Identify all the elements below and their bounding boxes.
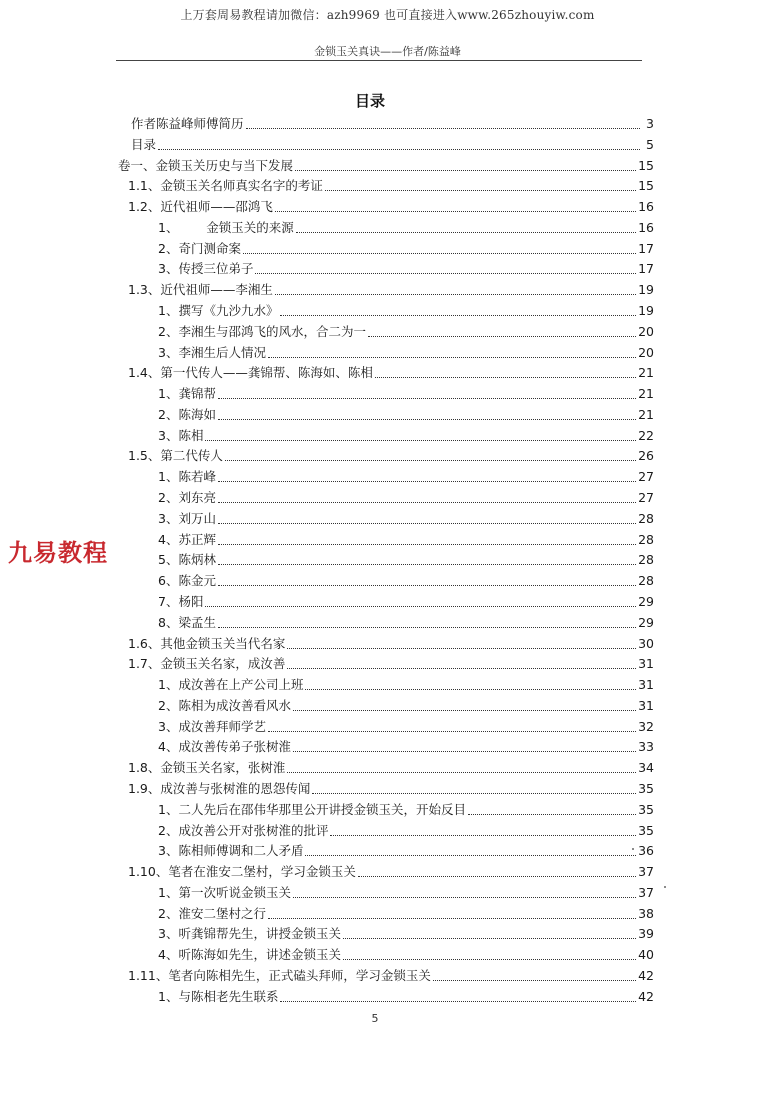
toc-entry-page: 38 [638,905,654,921]
toc-entry-page: 31 [638,656,654,672]
toc-entry-number: 2、 [158,406,179,422]
toc-leader-dots [287,667,636,669]
toc-entry-title: 近代祖师——李湘生 [160,282,273,298]
toc-leader-dots [287,647,636,649]
toc-leader-dots [246,127,640,129]
toc-leader-dots [218,563,636,565]
toc-entry-title: 成汝善与张树淮的恩怨传闻 [160,780,311,796]
toc-entry-title: 撰写《九沙九水》 [178,303,279,319]
toc-entry-title: 梁孟生 [178,614,216,630]
toc-entry [158,820,654,840]
toc-entry-page: 26 [638,448,654,464]
toc-entry [158,238,654,258]
toc-entry-title: 奇门测命案 [178,240,241,256]
toc-entry-title: 陈相师傅调和二人矛盾 [178,843,304,859]
toc-entry-page: 29 [638,614,654,630]
toc-entry-page: 31 [638,677,654,693]
toc-leader-dots [433,979,636,981]
toc-leader-dots [218,626,636,628]
toc-entry-page: 21 [638,406,654,422]
toc-entry-page: 37 [638,884,654,900]
toc-leader-dots [158,148,640,150]
toc-entry [158,840,654,860]
scan-speck [632,848,634,850]
toc-entry [158,487,654,507]
toc-entry-number: 1.9、 [128,780,161,796]
toc-entry-number: 2、 [158,697,179,713]
toc-leader-dots [358,875,636,877]
toc-entry-number: 1、 [158,677,179,693]
toc-entry [128,757,654,777]
running-head: 金锁玉关真诀——作者/陈益峰 [314,45,461,58]
toc-entry-number: 2、 [158,822,179,838]
toc-entry-number: 4、 [158,739,179,755]
toc-entry [128,965,654,985]
toc-leader-dots [268,356,636,358]
toc-entry-page: 21 [638,365,654,381]
toc-leader-dots [368,335,636,337]
toc-entry-page: 42 [638,967,654,983]
toc-entry [158,570,654,590]
toc-entry-number: 1.2、 [128,199,161,215]
toc-entry [128,633,654,653]
toc-entry-title: 成汝善在上产公司上班 [178,677,304,693]
toc-entry-title: 卷一、金锁玉关历史与当下发展 [118,157,294,173]
toc-entry-page: 35 [638,801,654,817]
toc-entry-page: 32 [638,718,654,734]
toc-leader-dots [225,459,636,461]
toc-leader-dots [205,439,636,441]
toc-entry [131,113,654,133]
toc-entry-number: 1.4、 [128,365,161,381]
toc-leader-dots [218,480,636,482]
toc-entry-title: 传授三位弟子 [178,261,254,277]
page-number: 5 [371,1012,379,1025]
toc-entry [128,861,654,881]
top-banner: 上万套周易教程请加微信：azh9969 也可直接进入www.265zhouyiw.com [180,8,595,22]
toc-entry [158,944,654,964]
toc-entry [128,175,654,195]
toc-entry-title: 陈相为成汝善看风水 [178,697,291,713]
toc-entry [158,466,654,486]
toc-entry [158,529,654,549]
toc-leader-dots [287,771,636,773]
toc-entry-number: 1、 [158,219,179,235]
header-rule [116,60,642,61]
toc-entry-number: 1.5、 [128,448,161,464]
toc-entry-title: 与陈相老先生联系 [178,988,279,1004]
toc-entry-number: 1.7、 [128,656,161,672]
toc-entry-title: 听龚锦帮先生，讲授金锁玉关 [178,926,341,942]
toc-entry-title: 其他金锁玉关当代名家 [160,635,286,651]
toc-entry-title: 笔者向陈相先生，正式磕头拜师，学习金锁玉关 [168,967,431,983]
toc-entry-number: 4、 [158,531,179,547]
toc-entry-title: 陈相 [178,427,204,443]
toc-entry-title: 第二代传人 [160,448,223,464]
toc-entry-number: 1、 [158,303,179,319]
toc-entry [158,217,654,237]
toc-entry [158,508,654,528]
toc-leader-dots [293,896,636,898]
toc-entry [128,778,654,798]
toc-entry-number: 1、 [158,884,179,900]
toc-leader-dots [268,730,636,732]
toc-entry-page: 33 [638,739,654,755]
toc-entry-page: 16 [638,199,654,215]
toc-entry-title: 淮安二堡村之行 [178,905,266,921]
toc-entry [158,425,654,445]
toc-entry-page: 40 [638,947,654,963]
toc-entry-page: 35 [638,822,654,838]
toc-entry-page: 37 [638,864,654,880]
watermark-logo: 九易教程 [8,539,108,567]
toc-entry-number: 4、 [158,947,179,963]
toc-entry [158,986,654,1006]
toc-entry-title: 金锁玉关名师真实名字的考证 [160,178,323,194]
toc-entry-title: 近代祖师——邵鸿飞 [160,199,273,215]
scan-speck [664,886,666,888]
toc-entry-number: 1.10、 [128,864,169,880]
toc-leader-dots [343,937,636,939]
toc-entry [158,258,654,278]
toc-entry [158,404,654,424]
toc-entry-page: 21 [638,386,654,402]
toc-entry-number: 1、 [158,988,179,1004]
toc-entry [128,653,654,673]
toc-entry-number: 5、 [158,552,179,568]
toc-entry-page: 27 [638,490,654,506]
toc-entry-title: 第一次听说金锁玉关 [178,884,291,900]
toc-entry-page: 34 [638,760,654,776]
toc-entry-title: 笔者在淮安二堡村，学习金锁玉关 [168,864,356,880]
toc-entry-title: 金锁玉关的来源 [178,219,294,235]
toc-entry [158,300,654,320]
toc-entry-page: 15 [638,178,654,194]
toc-entry-number: 2、 [158,323,179,339]
toc-entry-page: 28 [638,531,654,547]
toc-entry [128,362,654,382]
toc-entry-number: 1、 [158,801,179,817]
toc-leader-dots [218,501,636,503]
toc-entry-page: 19 [638,303,654,319]
toc-entry-title: 刘东亮 [178,490,216,506]
toc-leader-dots [218,418,636,420]
toc-entry [158,383,654,403]
toc-leader-dots [343,958,636,960]
toc-leader-dots [293,709,636,711]
toc-entry-page: 42 [638,988,654,1004]
toc-entry-page: 30 [638,635,654,651]
toc-leader-dots [218,522,636,524]
toc-entry [158,612,654,632]
toc-entry-title: 陈炳林 [178,552,216,568]
toc-entry-title: 二人先后在邵伟华那里公开讲授金锁玉关，开始反目 [178,801,466,817]
toc-entry-page: 22 [638,427,654,443]
toc-leader-dots [296,231,636,233]
toc-leader-dots [275,293,636,295]
toc-entry [118,155,654,175]
toc-entry-page: 29 [638,593,654,609]
toc-entry [158,903,654,923]
toc-entry [128,279,654,299]
toc-entry-title: 作者陈益峰师傅简历 [131,116,244,131]
toc-entry-number: 3、 [158,344,179,360]
toc-entry-number: 1.8、 [128,760,161,776]
toc-entry-page: 20 [638,323,654,339]
toc-entry-number: 3、 [158,926,179,942]
toc-entry-page: 28 [638,573,654,589]
toc-entry-number: 8、 [158,614,179,630]
toc-entry-title: 第一代传人——龚锦帮、陈海如、陈相 [160,365,373,381]
toc-leader-dots [255,272,636,274]
toc-entry-number: 1、 [158,469,179,485]
toc-leader-dots [218,397,636,399]
toc-entry-title: 成汝善公开对张树淮的批评 [178,822,329,838]
toc-entry-number: 6、 [158,573,179,589]
toc-entry [158,923,654,943]
toc-entry [158,882,654,902]
toc-entry-page: 31 [638,697,654,713]
toc-entry-number: 2、 [158,490,179,506]
toc-entry-title: 听陈海如先生，讲述金锁玉关 [178,947,341,963]
toc-entry-title: 苏正辉 [178,531,216,547]
toc-entry-page: 20 [638,344,654,360]
toc-entry-number: 7、 [158,593,179,609]
toc-leader-dots [375,376,636,378]
toc-entry [158,716,654,736]
toc-leader-dots [218,584,636,586]
toc-entry-number: 1.6、 [128,635,161,651]
toc-leader-dots [305,854,636,856]
toc-entry-title: 陈海如 [178,406,216,422]
toc-entry-page: 17 [638,240,654,256]
toc-entry-page: 16 [638,219,654,235]
toc-entry-page: 17 [638,261,654,277]
toc-entry [158,736,654,756]
toc-entry-number: 2、 [158,905,179,921]
toc-entry-title: 陈若峰 [178,469,216,485]
toc-entry [158,549,654,569]
toc-entry-page: 27 [638,469,654,485]
toc-entry [158,799,654,819]
toc-entry [158,695,654,715]
toc-entry-title: 刘万山 [178,510,216,526]
toc-entry-number: 1.1、 [128,178,161,194]
toc-entry-title: 成汝善拜师学艺 [178,718,266,734]
toc-entry-title: 金锁玉关名家，张树淮 [160,760,286,776]
toc-leader-dots [293,750,636,752]
toc-entry-page: 3 [646,116,654,131]
toc-leader-dots [468,813,636,815]
toc-entry-number: 2、 [158,240,179,256]
toc-entry [158,342,654,362]
toc-entry-number: 3、 [158,510,179,526]
toc-entry [158,591,654,611]
toc-entry-page: 39 [638,926,654,942]
toc-leader-dots [305,688,636,690]
toc-leader-dots [218,543,636,545]
toc-entry [128,196,654,216]
toc-entry [158,321,654,341]
toc-entry-page: 15 [638,157,654,173]
toc-leader-dots [280,314,636,316]
toc-entry [131,134,654,154]
toc-entry-number: 3、 [158,261,179,277]
toc-leader-dots [330,834,636,836]
toc-leader-dots [312,792,636,794]
toc-entry-title: 龚锦帮 [178,386,216,402]
toc-entry-number: 1.3、 [128,282,161,298]
toc-entry-page: 36 [638,843,654,859]
toc-entry-page: 28 [638,510,654,526]
toc-entry-title: 成汝善传弟子张树淮 [178,739,291,755]
toc-entry-title: 金锁玉关名家，成汝善 [160,656,286,672]
toc-entry-title: 目录 [131,136,157,152]
toc-entry-title: 李湘生后人情况 [178,344,266,360]
toc-entry-number: 3、 [158,718,179,734]
toc-entry-page: 19 [638,282,654,298]
toc-entry-title: 李湘生与邵鸿飞的风水，合二为一 [178,323,366,339]
toc-leader-dots [325,189,636,191]
toc-entry [128,445,654,465]
toc-title: 目录 [354,92,385,110]
toc-leader-dots [280,1000,636,1002]
toc-entry-number: 1、 [158,386,179,402]
toc-leader-dots [268,917,636,919]
toc-leader-dots [205,605,636,607]
toc-leader-dots [243,252,636,254]
toc-entry-page: 5 [646,136,654,152]
toc-leader-dots [295,169,636,171]
toc-entry-number: 3、 [158,843,179,859]
toc-entry-number: 1.11、 [128,967,169,983]
toc-leader-dots [275,210,636,212]
toc-entry-number: 3、 [158,427,179,443]
toc-entry-page: 28 [638,552,654,568]
toc-entry [158,674,654,694]
toc-entry-title: 杨阳 [178,593,204,609]
toc-entry-page: 35 [638,780,654,796]
toc-entry-title: 陈金元 [178,573,216,589]
